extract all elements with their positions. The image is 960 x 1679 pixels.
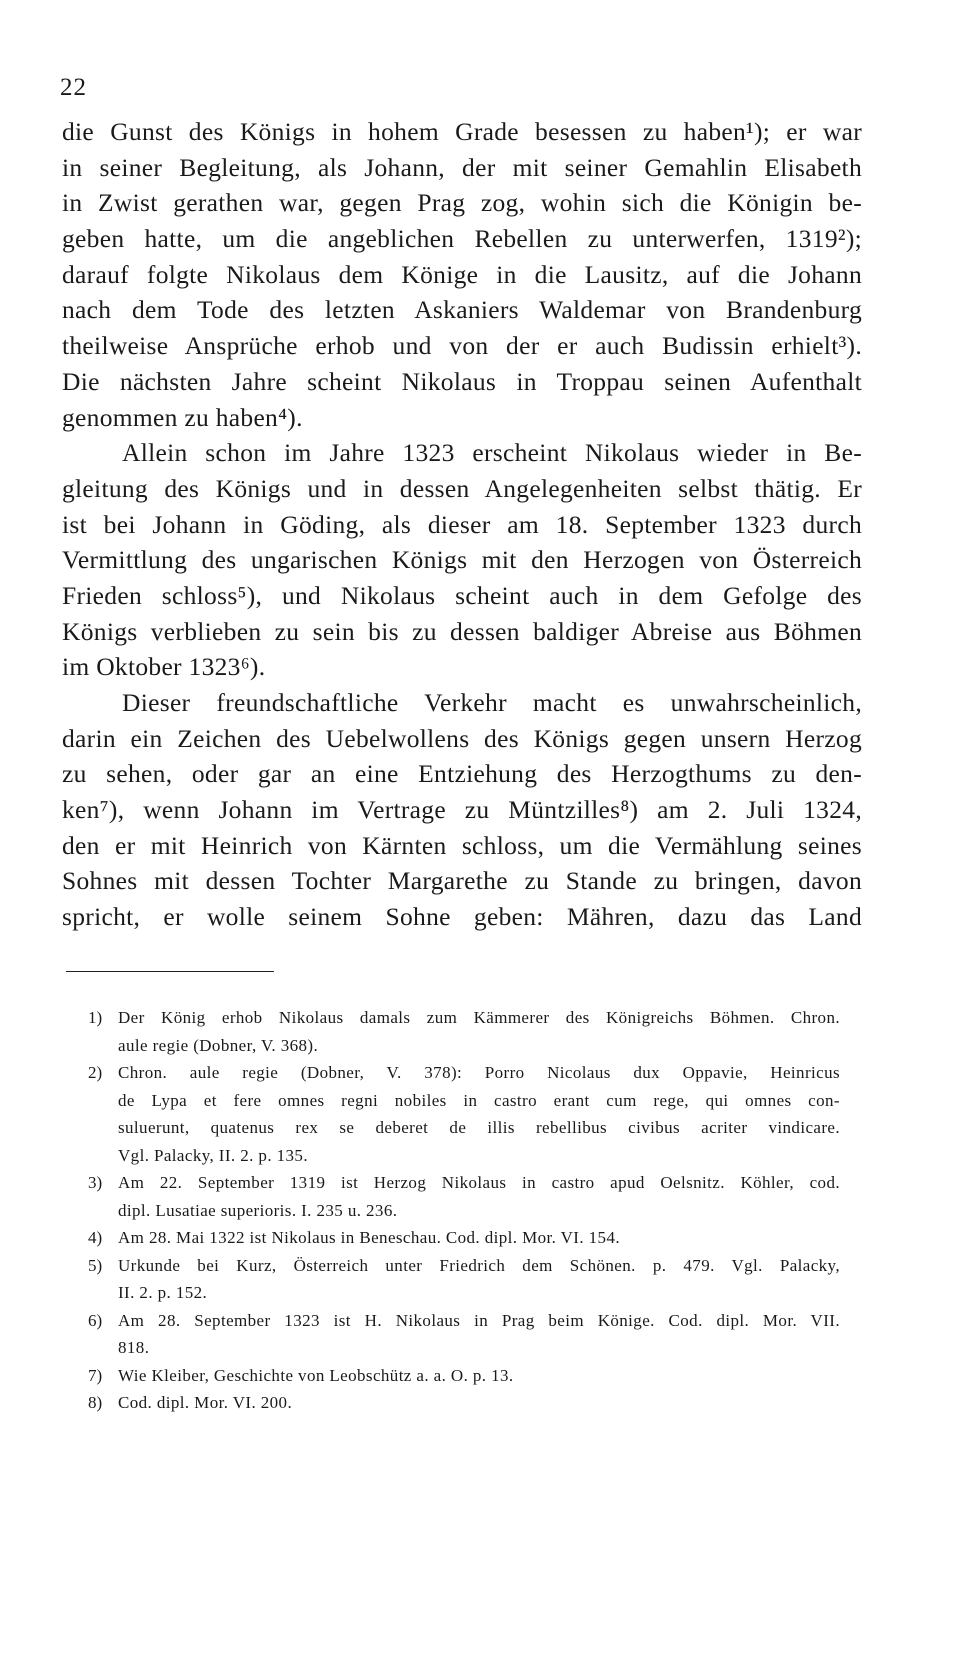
body-line: Königs verblieben zu sein bis zu dessen baldiger Abreise aus Böhmen [62, 616, 862, 646]
body-line: geben hatte, um die angeblichen Rebellen zu unterwerfen, 1319²); [62, 224, 862, 254]
footnote-line: Vgl. Palacky, II. 2. p. 135. [118, 1145, 308, 1165]
footnote-line: suluerunt, quatenus rex se deberet de illis rebellibus civibus acriter vindicare. [118, 1118, 840, 1137]
body-line: Sohnes mit dessen Tochter Margarethe zu Stande zu bringen, davon [62, 866, 862, 896]
page-number: 22 [60, 74, 87, 101]
footnotes [88, 1004, 840, 1417]
footnote [88, 1059, 840, 1169]
footnote-text [118, 1169, 840, 1224]
footnote-line: 818. [118, 1338, 150, 1357]
body-line: darin ein Zeichen des Uebelwollens des Königs gegen unsern Herzog [62, 723, 862, 753]
footnote [88, 1307, 840, 1362]
body-line: in Zwist gerathen war, gegen Prag zog, wohin sich die Königin be- [62, 188, 862, 218]
footnote-line: Am 28. Mai 1322 ist Nikolaus in Beneschau. Cod. dipl. Mor. VI. 154. [118, 1228, 620, 1247]
footnote-text [118, 1389, 840, 1417]
footnote-number: 1) [88, 1008, 103, 1027]
body-line: Allein schon im Jahre 1323 erscheint Nikolaus wieder in Be- [122, 438, 862, 468]
footnote-number: 2) [88, 1063, 103, 1082]
footnote-text [118, 1252, 840, 1307]
footnote [88, 1252, 840, 1307]
body-line: in seiner Begleitung, als Johann, der mit seiner Gemahlin Elisabeth [62, 152, 862, 182]
footnote-number: 4) [88, 1228, 103, 1247]
body-line: die Gunst des Königs in hohem Grade besessen zu haben¹); er war [62, 117, 862, 146]
footnote-number: 7) [88, 1365, 103, 1385]
footnote [88, 1362, 840, 1390]
body-line: genommen zu haben⁴). [62, 402, 303, 432]
body-line: zu sehen, oder gar an eine Entziehung des Herzogthums zu den- [62, 759, 862, 789]
body-text [62, 114, 862, 935]
body-line: im Oktober 1323⁶). [62, 652, 266, 682]
body-line: spricht, er wolle seinem Sohne geben: Mähren, dazu das Land [62, 902, 862, 932]
body-line: Vermittlung des ungarischen Königs mit den Herzogen von Österreich [62, 545, 862, 575]
footnote-line: Am 22. September 1319 ist Herzog Nikolaus in castro apud Oelsnitz. Köhler, cod. [118, 1173, 840, 1192]
body-line: Die nächsten Jahre scheint Nikolaus in Troppau seinen Aufenthalt [62, 366, 862, 396]
footnote-line: Der König erhob Nikolaus damals zum Kämmerer des Königreichs Böhmen. Chron. [118, 1008, 840, 1027]
footnote-text [118, 1362, 840, 1390]
footnote-line: Am 28. September 1323 ist H. Nikolaus in Prag beim Könige. Cod. dipl. Mor. VII. [118, 1310, 840, 1330]
footnote-line: II. 2. p. 152. [118, 1283, 208, 1302]
body-line: nach dem Tode des letzten Askaniers Waldemar von Brandenburg [62, 295, 862, 325]
body-line: Frieden schloss⁵), und Nikolaus scheint auch in dem Gefolge des [62, 580, 862, 610]
body-line: Dieser freundschaftliche Verkehr macht es unwahrscheinlich, [122, 688, 862, 717]
footnote-number: 8) [88, 1393, 103, 1412]
footnote-line: Urkunde bei Kurz, Österreich unter Friedrich dem Schönen. p. 479. Vgl. Palacky, [118, 1255, 840, 1275]
body-line: ken⁷), wenn Johann im Vertrage zu Müntzilles⁸) am 2. Juli 1324, [62, 795, 862, 825]
body-line: den er mit Heinrich von Kärnten schloss, um die Vermählung seines [62, 830, 862, 860]
footnote-text [118, 1307, 840, 1362]
footnote-separator [66, 971, 274, 972]
footnote-line: aule regie (Dobner, V. 368). [118, 1035, 319, 1055]
footnote-line: Cod. dipl. Mor. VI. 200. [118, 1393, 293, 1412]
body-line: theilweise Ansprüche erhob und von der er auch Budissin erhielt³). [62, 331, 862, 361]
footnote-line: dipl. Lusatiae superioris. I. 235 u. 236. [118, 1200, 398, 1220]
footnote [88, 1004, 840, 1059]
footnote-text [118, 1059, 840, 1169]
footnote [88, 1389, 840, 1417]
footnote [88, 1224, 840, 1252]
body-line: darauf folgte Nikolaus dem Könige in die Lausitz, auf die Johann [62, 259, 862, 289]
footnote-number: 5) [88, 1255, 103, 1275]
body-line: gleitung des Königs und in dessen Angelegenheiten selbst thätig. Er [62, 473, 862, 503]
footnote-number: 6) [88, 1310, 103, 1330]
footnote-line: Wie Kleiber, Geschichte von Leobschütz a. a. O. p. 13. [118, 1365, 514, 1385]
footnote-line: Chron. aule regie (Dobner, V. 378): Porro Nicolaus dux Oppavie, Heinricus [118, 1063, 840, 1082]
footnote-number: 3) [88, 1173, 103, 1192]
body-line: ist bei Johann in Göding, als dieser am 18. September 1323 durch [62, 509, 862, 539]
footnote [88, 1169, 840, 1224]
footnote-text [118, 1224, 840, 1252]
footnote-text [118, 1004, 840, 1059]
footnote-line: de Lypa et fere omnes regni nobiles in castro erant cum rege, qui omnes con- [118, 1090, 840, 1110]
